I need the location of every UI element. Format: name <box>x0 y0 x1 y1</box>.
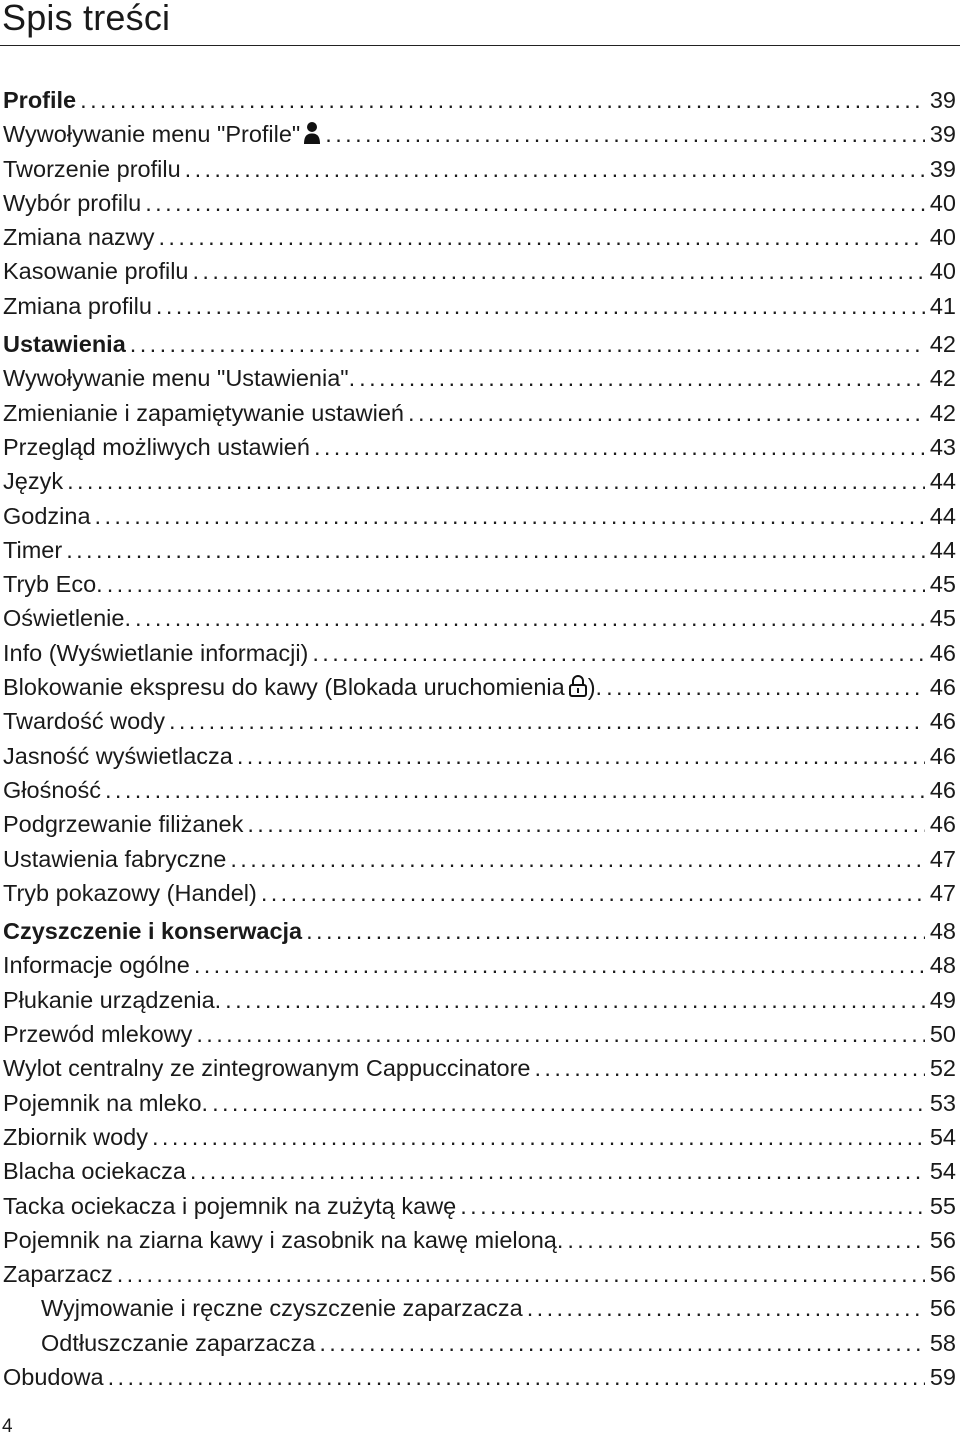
toc-entry <box>0 739 956 773</box>
toc-page-number: 46 <box>929 674 956 701</box>
toc-entry-text: Zaparzacz <box>3 1261 113 1288</box>
toc-entry-text: Zbiornik wody <box>3 1123 148 1150</box>
toc-entry-text: Wywoływanie menu "Ustawienia". <box>3 365 356 392</box>
toc-entry-text: Wyjmowanie i ręczne czyszczenie zaparzacza <box>41 1295 523 1322</box>
toc-entry-text: Tryb Eco. <box>3 571 103 598</box>
toc-entry <box>0 1291 956 1325</box>
toc-entry-text: Info (Wyświetlanie informacji) <box>3 639 309 666</box>
toc-entry-text: Blokowanie ekspresu do kawy (Blokada uruchomienia <box>3 674 565 701</box>
toc-entry-text: Tryb pokazowy (Handel) <box>3 879 257 906</box>
dot-leader <box>567 1223 925 1257</box>
dot-leader <box>156 289 925 323</box>
toc-entry <box>0 533 956 567</box>
toc-entry-text: Odtłuszczanie zaparzacza <box>41 1329 316 1356</box>
toc-entry <box>0 464 956 498</box>
dot-leader <box>130 327 925 361</box>
toc-page-number: 44 <box>929 536 956 563</box>
toc-entry-text: Przewód mlekowy <box>3 1021 193 1048</box>
title-rule <box>0 45 960 46</box>
toc-entry <box>0 1223 956 1257</box>
toc-page-number: 46 <box>929 639 956 666</box>
toc-entry <box>0 842 956 876</box>
dot-leader <box>196 1017 925 1051</box>
toc-entry <box>0 1257 956 1291</box>
page-title: Spis treści <box>2 0 171 38</box>
dot-leader <box>247 807 925 841</box>
toc-entry-label <box>0 186 141 220</box>
dot-leader <box>225 983 925 1017</box>
dot-leader <box>107 567 925 601</box>
toc-entry <box>0 704 956 738</box>
toc-entry-label <box>0 1223 563 1257</box>
dot-leader <box>261 876 925 910</box>
toc-entry-text: Pojemnik na ziarna kawy i zasobnik na kawę mieloną. <box>3 1226 564 1253</box>
toc-entry-label <box>0 464 63 498</box>
toc-entry-text: Wywoływanie menu "Profile" <box>3 121 301 148</box>
toc-entry <box>0 1120 956 1154</box>
toc-entry-label <box>0 704 165 738</box>
dot-leader <box>95 499 925 533</box>
toc-entry-text: Obudowa <box>3 1363 104 1390</box>
dot-leader <box>108 1360 925 1394</box>
toc-page-number: 46 <box>929 742 956 769</box>
dot-leader <box>527 1291 925 1325</box>
dot-leader <box>306 914 925 948</box>
toc-page-number: 43 <box>929 433 956 460</box>
toc-page-number: 39 <box>929 121 956 148</box>
dot-leader <box>190 1154 925 1188</box>
toc-page-number: 39 <box>929 87 956 113</box>
toc-entry <box>0 220 956 254</box>
toc-entry-text: Ustawienia <box>3 331 126 358</box>
toc-entry-text: Oświetlenie. <box>3 605 131 632</box>
page-number: 4 <box>2 1416 13 1437</box>
toc-entry-label <box>0 1189 456 1223</box>
toc-page-number: 58 <box>929 1329 956 1356</box>
toc-entry-label <box>0 773 101 807</box>
dot-leader <box>230 842 925 876</box>
toc-page-number: 40 <box>929 189 956 216</box>
dot-leader <box>606 670 925 704</box>
toc-section-entry <box>0 83 956 117</box>
toc-entry-text: Godzina <box>3 502 91 529</box>
toc-entry-suffix: ). <box>587 674 603 701</box>
toc-page-number: 56 <box>929 1226 956 1253</box>
toc-entry-label <box>0 430 310 464</box>
dot-leader <box>212 1086 925 1120</box>
toc-entry-label <box>0 1360 104 1394</box>
toc-entry <box>0 1017 956 1051</box>
toc-entry-label <box>0 1120 148 1154</box>
toc-entry-label <box>0 1086 208 1120</box>
toc-page-number: 47 <box>929 845 956 872</box>
dot-leader <box>80 83 925 117</box>
toc-section-entry <box>0 914 956 948</box>
toc-page-number: 54 <box>929 1123 956 1150</box>
toc-page-number: 44 <box>929 502 956 529</box>
toc-page-number: 39 <box>929 155 956 182</box>
toc-entry <box>0 1326 956 1360</box>
toc-page-number: 42 <box>929 331 956 358</box>
dot-leader <box>105 773 925 807</box>
toc-entry <box>0 670 956 704</box>
dot-leader <box>135 601 925 635</box>
toc-entry-label <box>0 636 308 670</box>
dot-leader <box>66 533 925 567</box>
toc-page-number: 54 <box>929 1158 956 1185</box>
toc-entry-text: Czyszczenie i konserwacja <box>3 918 303 945</box>
dot-leader <box>312 636 925 670</box>
toc-entry-text: Twardość wody <box>3 708 165 735</box>
toc-entry <box>0 254 956 288</box>
toc-page-number: 46 <box>929 811 956 838</box>
toc-entry-label <box>0 396 404 430</box>
toc-entry-label <box>0 327 126 361</box>
dot-leader <box>145 186 925 220</box>
toc-entry-label <box>0 533 62 567</box>
toc-entry-text: Timer <box>3 536 63 563</box>
toc-page-number: 46 <box>929 708 956 735</box>
toc-section-entry <box>0 327 956 361</box>
dot-leader <box>534 1051 925 1085</box>
toc-page-number: 56 <box>929 1261 956 1288</box>
dot-leader <box>193 254 926 288</box>
toc-entry-text: Zmienianie i zapamiętywanie ustawień <box>3 399 405 426</box>
toc-entry-text: Przegląd możliwych ustawień <box>3 433 310 460</box>
toc-entry <box>0 567 956 601</box>
toc-page-number: 41 <box>929 292 956 319</box>
toc-page-number: 42 <box>929 365 956 392</box>
toc-entry <box>0 289 956 323</box>
dot-leader <box>237 739 925 773</box>
toc-page-number: 56 <box>929 1295 956 1322</box>
toc-entry-text: Ustawienia fabryczne <box>3 845 227 872</box>
toc-entry-text: Zmiana profilu <box>3 292 152 319</box>
table-of-contents <box>0 83 956 1394</box>
toc-entry-text: Jasność wyświetlacza <box>3 742 233 769</box>
dot-leader <box>325 117 925 151</box>
toc-entry <box>0 1051 956 1085</box>
toc-page-number: 59 <box>929 1363 956 1390</box>
toc-entry <box>0 773 956 807</box>
toc-entry <box>0 601 956 635</box>
toc-entry <box>0 1086 956 1120</box>
toc-entry-label <box>0 567 103 601</box>
toc-entry <box>0 807 956 841</box>
toc-entry <box>0 152 956 186</box>
toc-entry-label <box>0 1257 113 1291</box>
toc-entry-label <box>0 1017 192 1051</box>
toc-entry-label <box>0 499 91 533</box>
toc-entry-label <box>0 739 233 773</box>
toc-entry-label <box>0 83 76 117</box>
toc-entry-text: Profile <box>3 87 77 113</box>
toc-entry <box>0 1154 956 1188</box>
toc-entry <box>0 1360 956 1394</box>
toc-page-number: 40 <box>929 224 956 251</box>
toc-page-number: 47 <box>929 879 956 906</box>
toc-page-number: 42 <box>929 399 956 426</box>
toc-page-number: 53 <box>929 1089 956 1116</box>
toc-page-number: 44 <box>929 468 956 495</box>
toc-entry-label <box>0 601 131 635</box>
toc-entry <box>0 361 956 395</box>
toc-entry <box>0 948 956 982</box>
toc-entry-label <box>0 117 321 151</box>
toc-entry-label <box>0 1154 186 1188</box>
toc-entry-label <box>38 1291 523 1325</box>
toc-entry-text: Tacka ociekacza i pojemnik na zużytą kawę <box>3 1192 457 1219</box>
toc-entry-label <box>38 1326 315 1360</box>
dot-leader <box>159 220 926 254</box>
toc-entry-text: Wylot centralny ze zintegrowanym Cappuccinatore <box>3 1055 531 1082</box>
dot-leader <box>152 1120 925 1154</box>
dot-leader <box>194 948 925 982</box>
toc-entry <box>0 1189 956 1223</box>
dot-leader <box>67 464 925 498</box>
toc-entry-label <box>0 289 152 323</box>
toc-entry-label <box>0 876 257 910</box>
toc-entry-label <box>0 914 302 948</box>
dot-leader <box>117 1257 925 1291</box>
toc-entry-label <box>0 983 221 1017</box>
toc-entry-text: Kasowanie profilu <box>3 258 189 285</box>
toc-entry-label <box>0 152 181 186</box>
toc-entry-text: Płukanie urządzenia. <box>3 986 222 1013</box>
toc-entry-text: Głośność <box>3 776 101 803</box>
dot-leader <box>319 1326 925 1360</box>
toc-page-number: 50 <box>929 1021 956 1048</box>
toc-page-number: 48 <box>929 918 956 945</box>
toc-entry-label <box>0 670 602 704</box>
toc-entry-label <box>0 842 226 876</box>
toc-entry-label <box>0 254 189 288</box>
toc-entry-text: Pojemnik na mleko. <box>3 1089 209 1116</box>
toc-entry-text: Podgrzewanie filiżanek <box>3 811 244 838</box>
toc-entry <box>0 117 956 151</box>
toc-entry-label <box>0 807 243 841</box>
dot-leader <box>408 396 925 430</box>
toc-page-number: 40 <box>929 258 956 285</box>
dot-leader <box>359 361 925 395</box>
toc-entry <box>0 186 956 220</box>
toc-entry <box>0 430 956 464</box>
dot-leader <box>185 152 925 186</box>
toc-entry <box>0 983 956 1017</box>
toc-entry-text: Blacha ociekacza <box>3 1158 186 1185</box>
person-icon <box>303 121 321 145</box>
toc-page-number: 45 <box>929 605 956 632</box>
toc-page-number: 45 <box>929 571 956 598</box>
toc-entry-label <box>0 1051 530 1085</box>
toc-entry-label <box>0 948 190 982</box>
toc-entry <box>0 396 956 430</box>
toc-entry-text: Wybór profilu <box>3 189 142 216</box>
toc-entry <box>0 876 956 910</box>
toc-entry-text: Tworzenie profilu <box>3 155 181 182</box>
toc-page-number: 49 <box>929 986 956 1013</box>
toc-page-number: 46 <box>929 776 956 803</box>
toc-entry-label <box>0 361 355 395</box>
toc-page-number: 48 <box>929 952 956 979</box>
toc-entry <box>0 636 956 670</box>
toc-entry-text: Język <box>3 468 64 495</box>
toc-entry <box>0 499 956 533</box>
toc-entry-text: Informacje ogólne <box>3 952 190 979</box>
dot-leader <box>314 430 925 464</box>
toc-page-number: 52 <box>929 1055 956 1082</box>
toc-entry-label <box>0 220 155 254</box>
dot-leader <box>169 704 925 738</box>
padlock-icon <box>568 674 588 698</box>
toc-page-number: 55 <box>929 1192 956 1219</box>
toc-entry-text: Zmiana nazwy <box>3 224 155 251</box>
dot-leader <box>460 1189 925 1223</box>
